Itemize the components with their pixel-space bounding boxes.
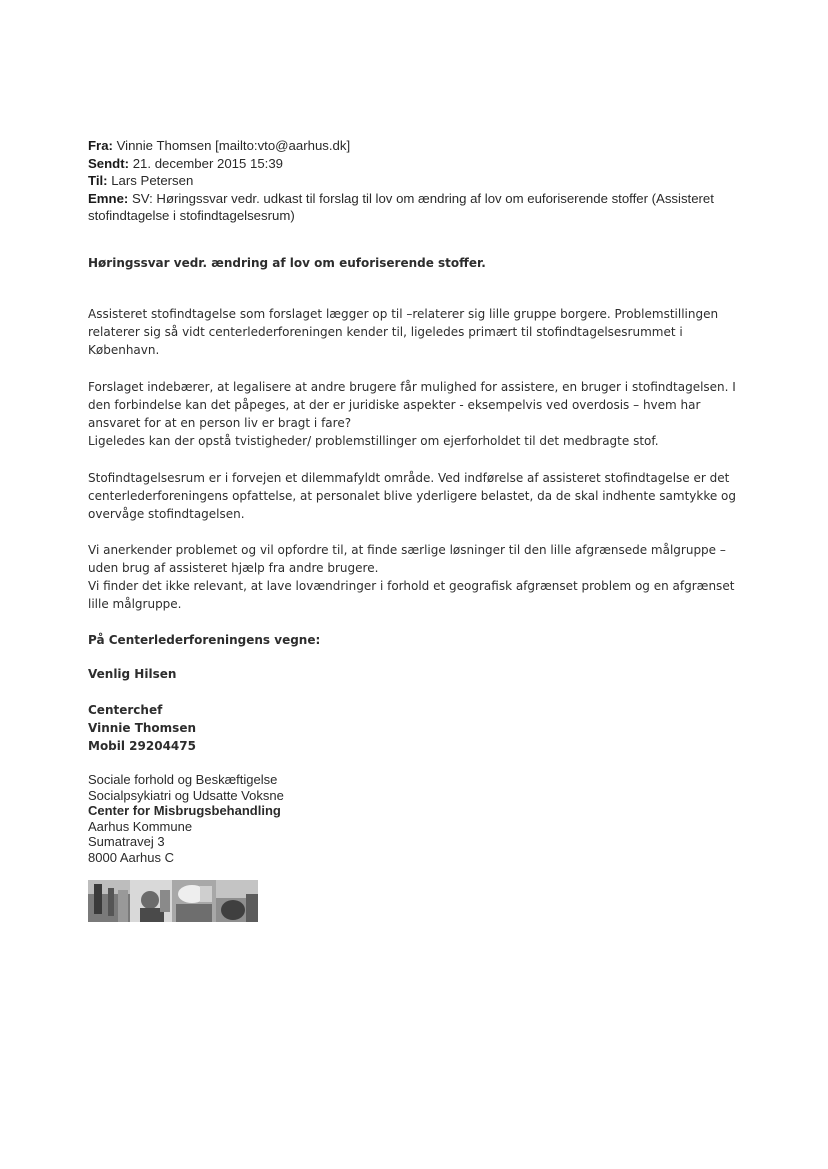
- on-behalf-line: På Centerlederforeningens vegne:: [88, 633, 321, 647]
- org-line-2: Socialpsykiatri og Udsatte Voksne: [88, 787, 284, 803]
- signature-name: Vinnie Thomsen: [88, 721, 197, 735]
- to-label: Til:: [88, 173, 108, 188]
- paragraph-1: Assisteret stofindtagelse som forslaget lægger op til –relaterer sig lille gruppe borgere. Problemstillingen relaterer sig så vidt centerlederforeningen kender til, ligeledes primært til stofindtagelsesrummet i København.: [88, 307, 719, 357]
- to-row: [88, 172, 738, 190]
- photo-4: [216, 880, 258, 922]
- org-line-5: Sumatravej 3: [88, 834, 165, 849]
- org-line-4: Aarhus Kommune: [88, 818, 193, 834]
- signature-phone: Mobil 29204475: [88, 739, 196, 753]
- subject-row: [88, 190, 738, 225]
- from-row: [88, 137, 738, 155]
- photo-strip-logo: [88, 880, 258, 922]
- paragraph-3: Stofindtagelsesrum er i forvejen et dilemmafyldt område. Ved indførelse af assisteret stofindtagelse er det centerlederforeningens opfattelse, at personalet blive yderligere belastet, da de skal indhente samtykke og overvåge stofindtagelsen.: [88, 471, 737, 521]
- paragraph-2-text: Forslaget indebærer, at legalisere at andre brugere får mulighed for assistere, en bruger i stofindtagelsen. I den forbindelse kan det påpeges, at der er juridiske aspekter - eksempelvis ved overdosis – hvem har ansvaret for at en person liv er bragt i fare?: [88, 380, 736, 430]
- org-line-1: Sociale forhold og Beskæftigelse: [88, 772, 278, 787]
- paragraph-4: [88, 541, 738, 613]
- sent-label: Sendt:: [88, 155, 130, 171]
- photo-1: [88, 880, 130, 922]
- paragraph-2-continuation: Ligeledes kan der opstå tvistigheder/ problemstillinger om ejerforholdet til det medbragte stof.: [88, 434, 659, 448]
- greeting: Venlig Hilsen: [88, 667, 177, 681]
- email-header: [88, 137, 738, 225]
- paragraph-4-text: Vi anerkender problemet og vil opfordre til, at finde særlige løsninger til den lille afgrænsede målgruppe – uden brug af assisteret hjælp fra andre brugere.: [88, 543, 726, 575]
- from-label: Fra:: [88, 138, 113, 153]
- sent-row: [88, 155, 738, 173]
- photo-2: [130, 880, 172, 922]
- organization-block: [88, 772, 284, 865]
- signature-title: Centerchef: [88, 703, 163, 717]
- to-value: Lars Petersen: [111, 173, 194, 188]
- paragraph-4-continuation: Vi finder det ikke relevant, at lave lovændringer i forhold et geografisk afgrænset problem og en afgrænset lille målgruppe.: [88, 579, 735, 611]
- signature-block: [88, 701, 738, 755]
- paragraph-2: [88, 378, 738, 450]
- photo-3: [172, 880, 216, 922]
- subject-value: SV: Høringssvar vedr. udkast til forslag til lov om ændring af lov om euforiserende stoffer (Assisteret stofindtagelse i stofindtagelsesrum): [88, 190, 714, 223]
- letter-subject: Høringssvar vedr. ændring af lov om euforiserende stoffer.: [88, 256, 486, 270]
- org-line-6: 8000 Aarhus C: [88, 849, 175, 865]
- from-value: Vinnie Thomsen [mailto:vto@aarhus.dk]: [116, 138, 351, 153]
- subject-label: Emne:: [88, 190, 129, 206]
- sent-value: 21. december 2015 15:39: [132, 155, 284, 171]
- org-line-3: Center for Misbrugsbehandling: [88, 803, 281, 818]
